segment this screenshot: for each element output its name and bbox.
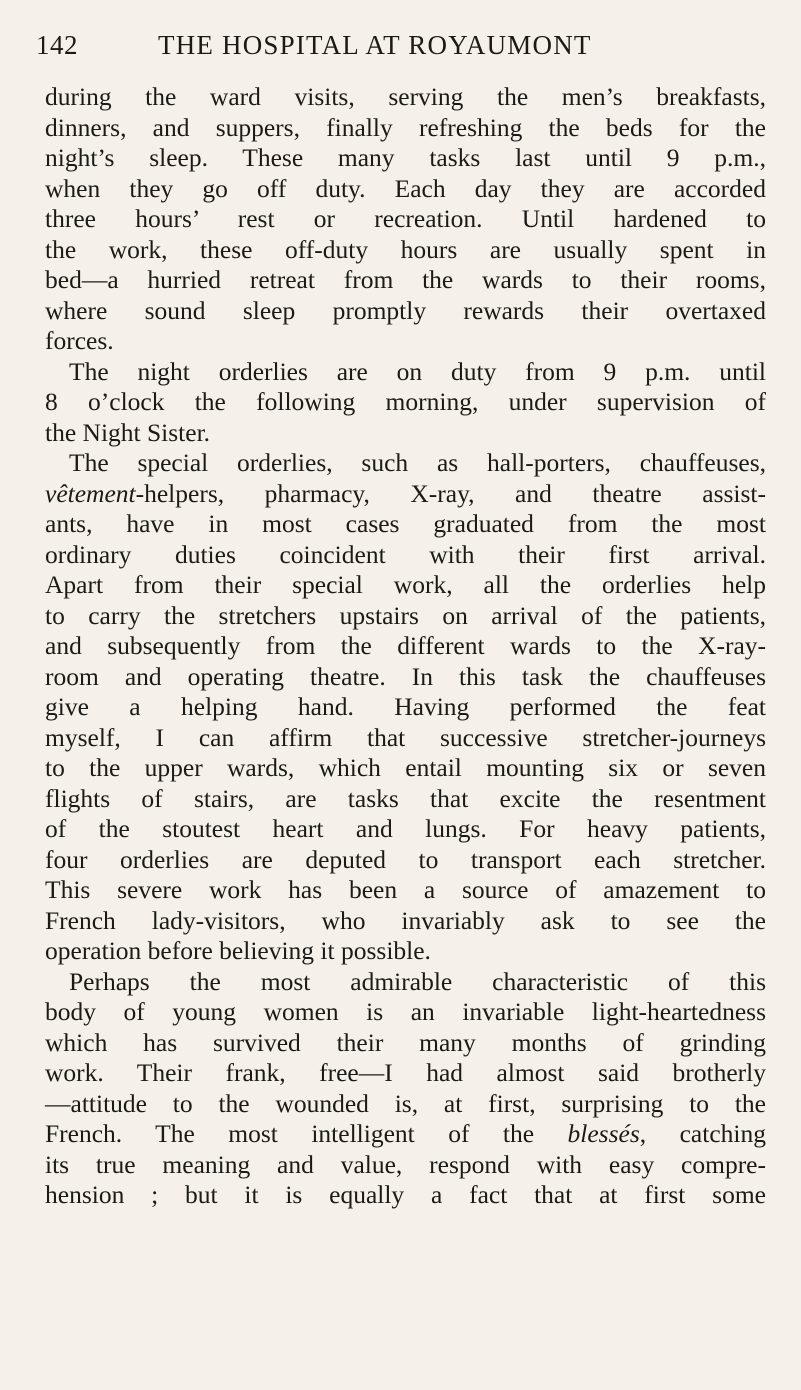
text-line: forces. bbox=[45, 326, 114, 355]
text-line: bed—a hurried retreat from the wards to their rooms, bbox=[45, 265, 766, 294]
text-line: its true meaning and value, respond with easy compre- bbox=[45, 1149, 766, 1179]
text-line: myself, I can affirm that successive stretcher-journeys bbox=[45, 722, 766, 752]
text-line: French lady-visitors, who invariably ask to see the bbox=[45, 905, 766, 935]
text-line: flights of stairs, are tasks that excite the resentment bbox=[45, 783, 766, 813]
page-number: 142 bbox=[36, 30, 78, 60]
line-remainder: -helpers, pharmacy, X-ray, and theatre assist- bbox=[135, 478, 766, 508]
text-line: night’s sleep. These many tasks last until 9 p.m., bbox=[45, 143, 766, 172]
running-title: THE HOSPITAL AT ROYAUMONT bbox=[158, 30, 592, 60]
text-line bbox=[45, 1119, 766, 1150]
text-line: 8 o’clock the following morning, under supervision of bbox=[45, 387, 766, 416]
text-line: This severe work has been a source of amazement to bbox=[45, 875, 766, 904]
text-line: hension ; but it is equally a fact that at first some bbox=[45, 1180, 766, 1209]
text-line: when they go off duty. Each day they are accorded bbox=[45, 173, 766, 203]
text-line: Apart from their special work, all the orderlies help bbox=[45, 570, 766, 599]
text-line bbox=[45, 479, 766, 510]
italic-term: vêtement bbox=[45, 478, 136, 508]
text-line: give a helping hand. Having performed the feat bbox=[45, 692, 766, 721]
text-line: room and operating theatre. In this task the chauffeuses bbox=[45, 661, 766, 691]
text-line: dinners, and suppers, finally refreshing the beds for the bbox=[45, 112, 766, 142]
text-line: four orderlies are deputed to transport each stretcher. bbox=[45, 844, 766, 874]
text-line: ants, have in most cases graduated from the most bbox=[45, 509, 766, 538]
text-line: —attitude to the wounded is, at first, surprising to the bbox=[45, 1088, 766, 1118]
text-line: where sound sleep promptly rewards their overtaxed bbox=[45, 295, 766, 325]
text-line: to the upper wards, which entail mounting six or seven bbox=[45, 753, 766, 782]
line-prefix: French. The most intelligent of the bbox=[45, 1119, 568, 1148]
italic-term: blessés bbox=[567, 1119, 640, 1148]
text-line: the work, these off-duty hours are usually spent in bbox=[45, 234, 766, 264]
text-line: The night orderlies are on duty from 9 p.m. until bbox=[69, 356, 766, 386]
body-text bbox=[45, 82, 766, 1211]
text-line: during the ward visits, serving the men’s breakfasts, bbox=[45, 82, 766, 111]
text-line: and subsequently from the different wards to the X-ray- bbox=[45, 631, 766, 660]
text-line: body of young women is an invariable light-heartedness bbox=[45, 997, 766, 1026]
text-line: three hours’ rest or recreation. Until hardened to bbox=[45, 204, 766, 233]
text-line: of the stoutest heart and lungs. For heavy patients, bbox=[45, 814, 766, 843]
text-line: the Night Sister. bbox=[45, 417, 211, 447]
text-line: ordinary duties coincident with their first arrival. bbox=[45, 539, 766, 569]
text-line: operation before believing it possible. bbox=[45, 936, 431, 965]
text-line: work. Their frank, free—I had almost said brotherly bbox=[45, 1058, 766, 1087]
text-line: to carry the stretchers upstairs on arrival of the patients, bbox=[45, 600, 766, 630]
running-head bbox=[36, 30, 771, 70]
text-line: The special orderlies, such as hall-porters, chauffeuses, bbox=[69, 448, 766, 477]
text-line: Perhaps the most admirable characteristic of this bbox=[69, 966, 766, 996]
line-remainder: , catching bbox=[639, 1119, 766, 1148]
text-line: which has survived their many months of grinding bbox=[45, 1027, 766, 1057]
